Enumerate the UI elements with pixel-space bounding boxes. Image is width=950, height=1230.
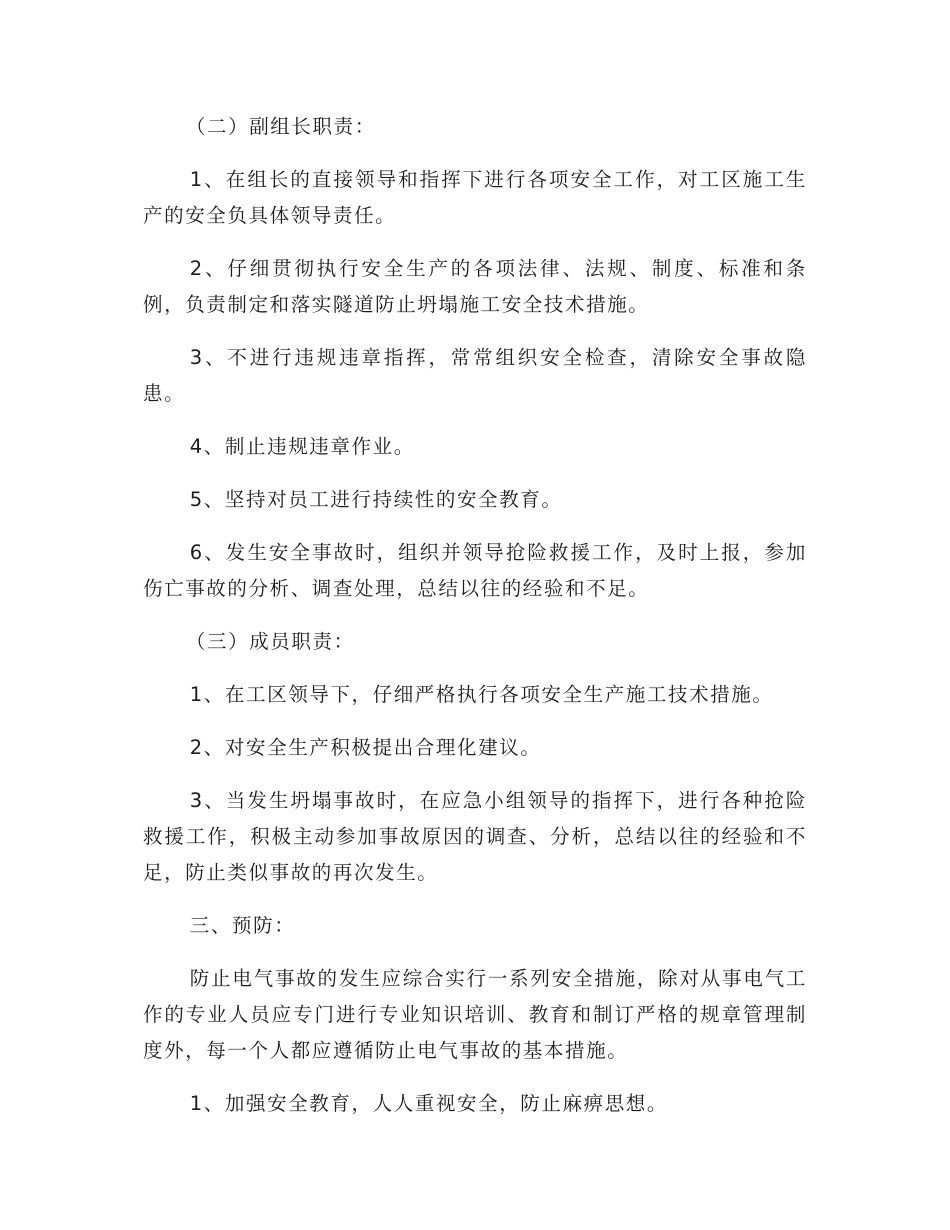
section-heading-member-duties: （三）成员职责： bbox=[185, 630, 355, 653]
paragraph-deputy-duty-2: 2、仔细贯彻执行安全生产的各项法律、法规、制度、标准和条例，负责制定和落实隧道防止坍塌施工安全技术措施。 bbox=[143, 257, 807, 316]
paragraph-member-duty-1: 1、在工区领导下，仔细严格执行各项安全生产施工技术措施。 bbox=[189, 683, 774, 706]
paragraph-deputy-duty-5: 5、坚持对员工进行持续性的安全教育。 bbox=[189, 488, 563, 511]
section-heading-deputy-leader-duties: （二）副组长职责： bbox=[185, 115, 376, 138]
paragraph-member-duty-2: 2、对安全生产积极提出合理化建议。 bbox=[189, 736, 542, 759]
paragraph-member-duty-3: 3、当发生坍塌事故时，在应急小组领导的指挥下，进行各种抢险救援工作，积极主动参加事故原因的调查、分析，总结以往的经验和不足，防止类似事故的再次发生。 bbox=[143, 789, 807, 884]
paragraph-prevention-measure-1: 1、加强安全教育，人人重视安全，防止麻痹思想。 bbox=[189, 1092, 669, 1115]
paragraph-deputy-duty-4: 4、制止违规违章作业。 bbox=[189, 435, 415, 458]
paragraph-deputy-duty-3: 3、不进行违规违章指挥，常常组织安全检查，清除安全事故隐患。 bbox=[143, 346, 807, 405]
paragraph-prevention-intro: 防止电气事故的发生应综合实行一系列安全措施，除对从事电气工作的专业人员应专门进行专业知识培训、教育和制订严格的规章管理制度外，每一个人都应遵循防止电气事故的基本措施。 bbox=[143, 967, 807, 1062]
section-heading-prevention: 三、预防： bbox=[189, 914, 296, 937]
paragraph-deputy-duty-6: 6、发生安全事故时，组织并领导抢险救援工作，及时上报，参加伤亡事故的分析、调查处理，总结以往的经验和不足。 bbox=[143, 541, 807, 600]
document-body bbox=[143, 109, 807, 1122]
paragraph-deputy-duty-1: 1、在组长的直接领导和指挥下进行各项安全工作，对工区施工生产的安全负具体领导责任。 bbox=[143, 168, 807, 227]
